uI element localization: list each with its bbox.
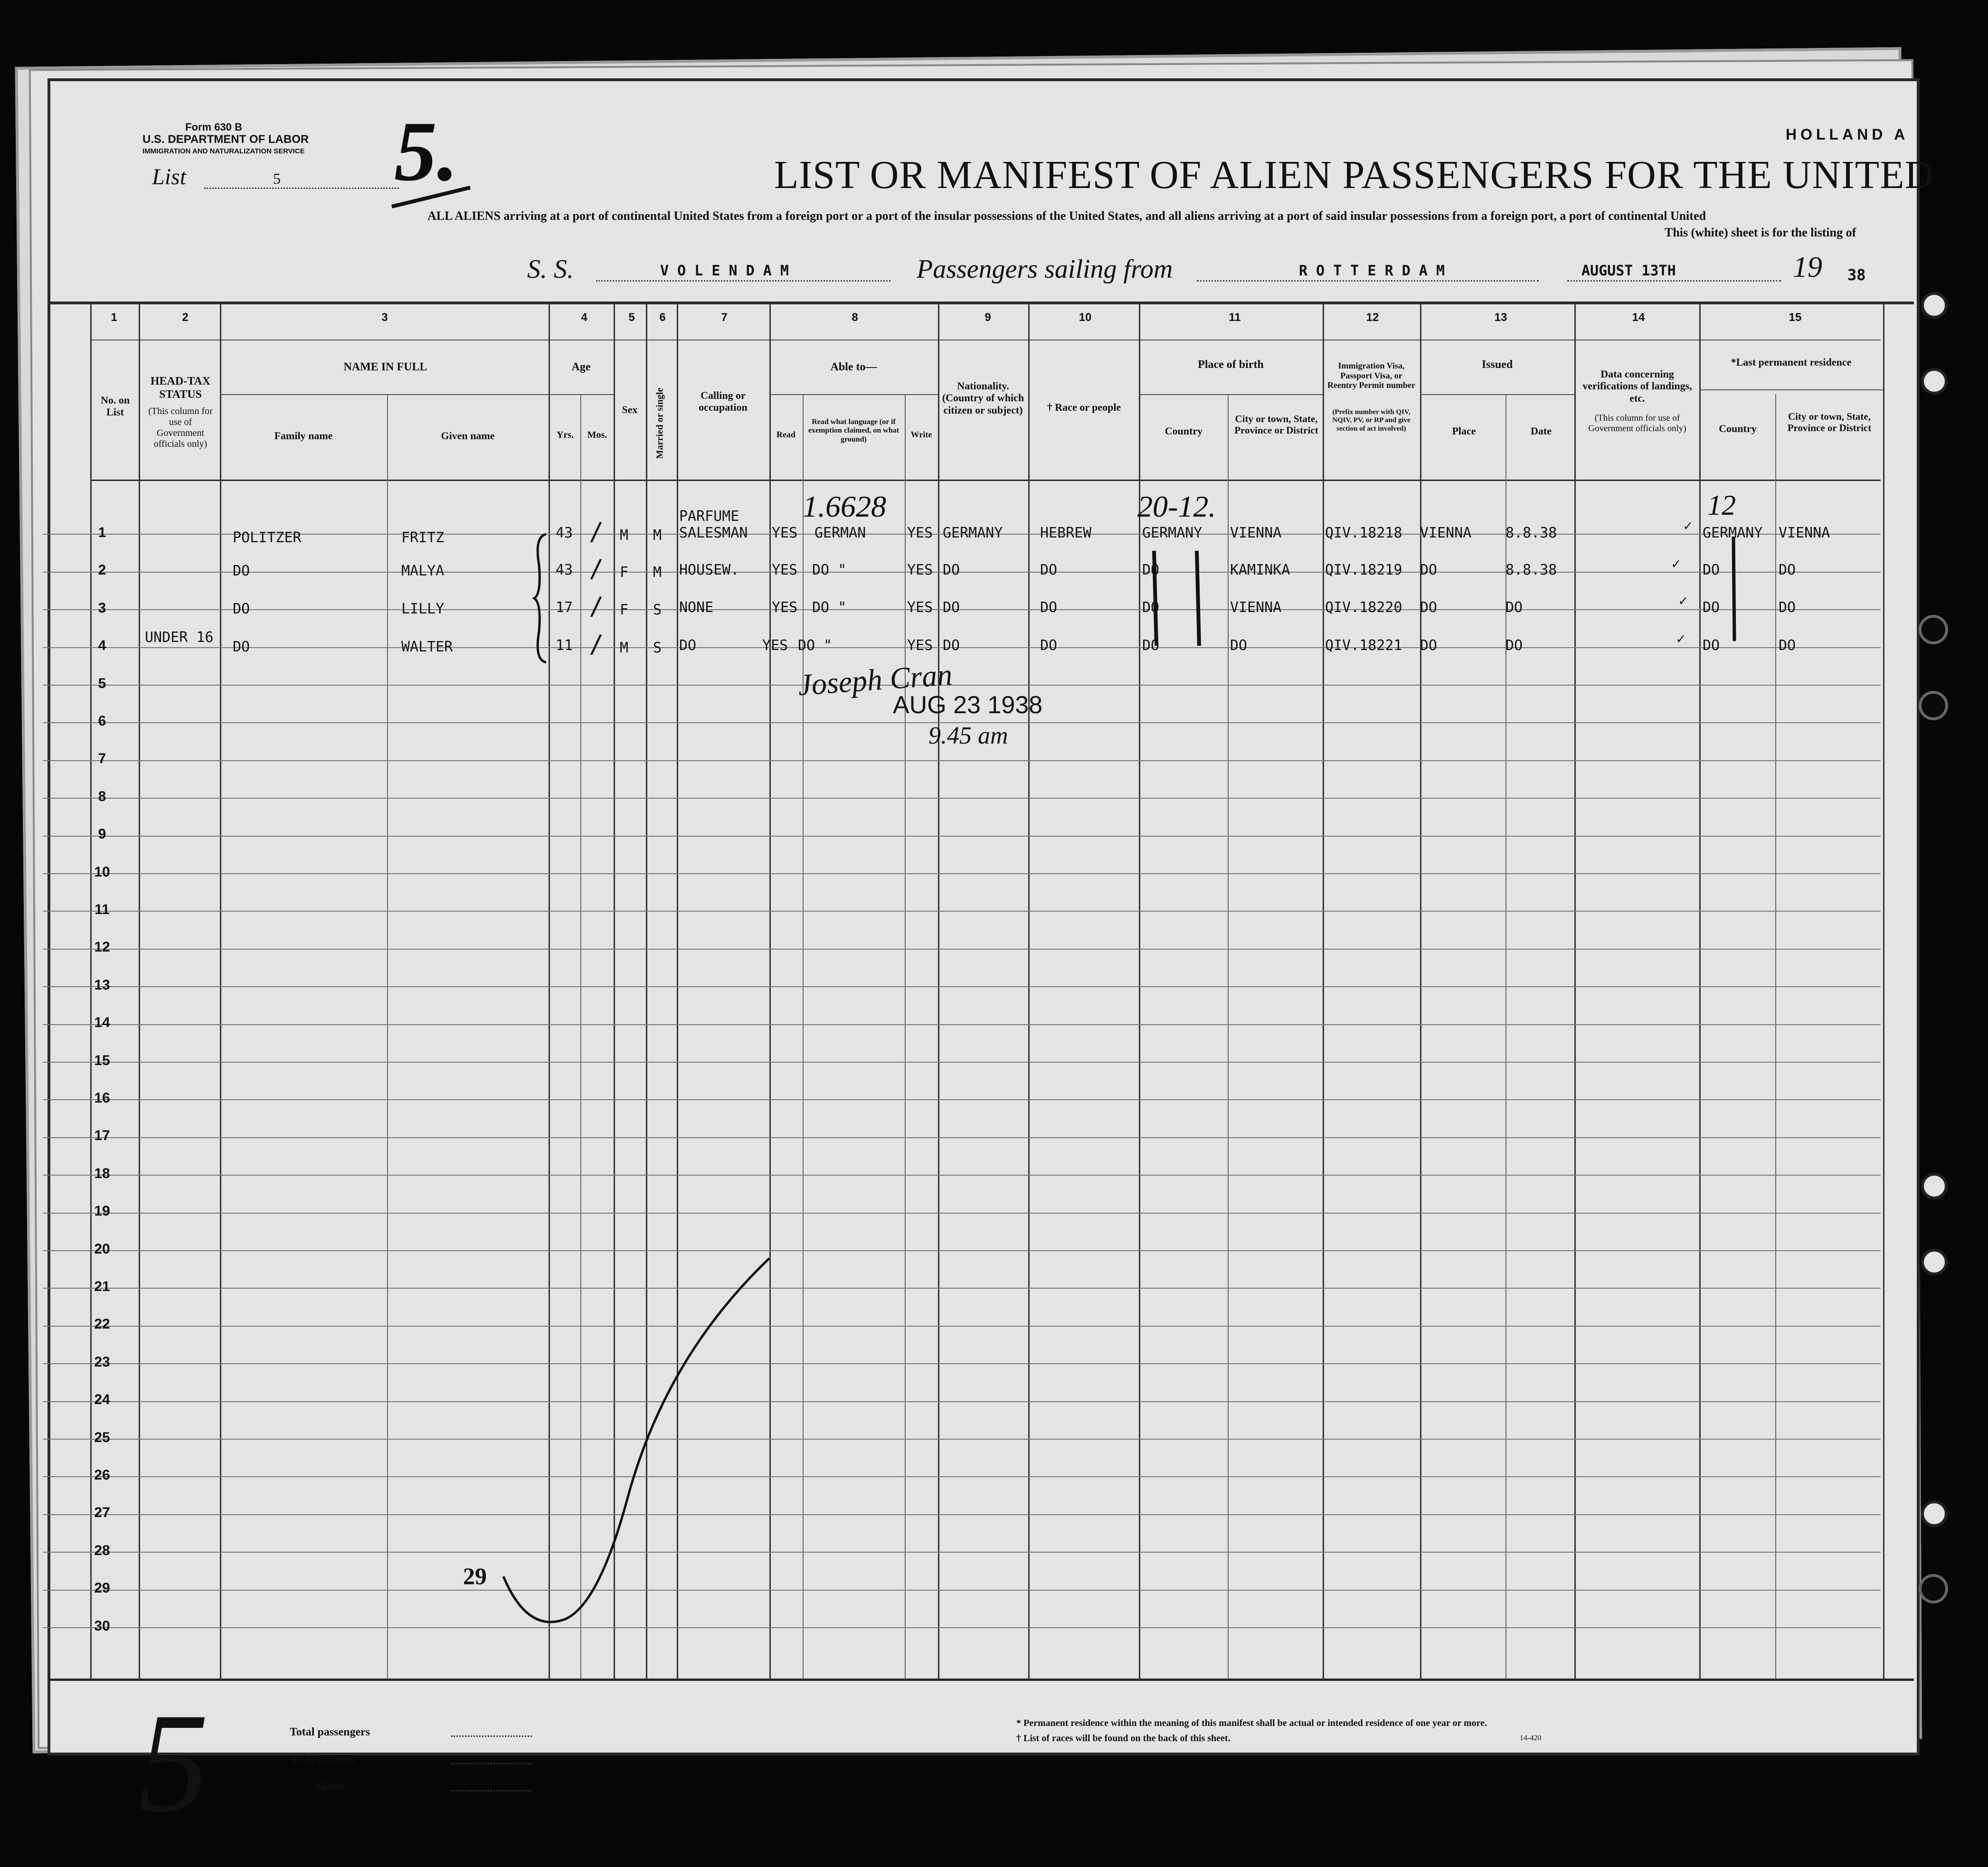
- read: YES: [772, 525, 798, 541]
- nationality: DO: [943, 599, 960, 616]
- aliens-line: [451, 1790, 532, 1792]
- footer-us-citizens: U. S. citizens: [292, 1754, 354, 1766]
- hdr-lr-city: City or town, State, Province or District: [1787, 411, 1872, 434]
- lr-country: DO: [1703, 637, 1720, 654]
- line-label: HOLLAND A: [1786, 126, 1909, 143]
- row-number: 16: [94, 1090, 110, 1106]
- ss-label: S. S.: [527, 255, 574, 284]
- col-line: [1505, 394, 1506, 1678]
- list-dotted-line: [204, 188, 399, 189]
- col-num-4: 4: [581, 311, 587, 324]
- row-rule: [43, 1439, 1881, 1440]
- row-number: 21: [94, 1279, 110, 1294]
- col-line: [938, 304, 939, 1678]
- birth-country: DO: [1142, 637, 1160, 654]
- row-rule: [43, 1627, 1881, 1628]
- birth-city: VIENNA: [1230, 525, 1282, 541]
- marital-status: M: [653, 527, 662, 544]
- year-prefix: 19: [1793, 251, 1822, 283]
- row-number: 13: [94, 977, 110, 993]
- col-num-2: 2: [182, 311, 189, 324]
- issued-date: 8.8.38: [1505, 525, 1557, 541]
- race: DO: [1040, 599, 1058, 616]
- footer-aliens: Aliens: [313, 1781, 344, 1793]
- read-language: DO ": [798, 637, 833, 654]
- birth-country: DO: [1142, 562, 1160, 578]
- col-line: [1228, 394, 1229, 1678]
- hdr-place-of-birth: Place of birth: [1198, 358, 1264, 371]
- handwritten-ditto-line: [1724, 532, 1743, 646]
- row-rule: [43, 1552, 1881, 1553]
- col-line: [1775, 394, 1776, 1678]
- issued-place: DO: [1420, 637, 1438, 654]
- hdr-visa: Immigration Visa, Passport Visa, or Reentry Permit number: [1327, 361, 1415, 390]
- age-months: /: [589, 630, 604, 659]
- row-number: 5: [98, 676, 106, 691]
- total-line: [451, 1735, 532, 1737]
- row-rule: [43, 1514, 1881, 1515]
- hdr-head-tax: HEAD-TAX STATUS: [150, 375, 211, 401]
- row-rule: [43, 647, 1881, 648]
- age-months: /: [589, 518, 604, 546]
- col-num-3: 3: [381, 311, 388, 324]
- age-subrule: [549, 394, 614, 395]
- hdr-visa-note: (Prefix number with QIV, NQIV, PV, or RP and give section of act involved): [1332, 408, 1411, 433]
- handwritten-stroke: [389, 183, 475, 211]
- row-rule: [43, 1062, 1881, 1063]
- binder-hole: [1921, 368, 1948, 395]
- read: YES: [762, 637, 788, 654]
- row-rule: [43, 911, 1881, 912]
- col-line: [1699, 304, 1701, 1678]
- sex: F: [620, 564, 629, 581]
- row-rule: [43, 1213, 1881, 1214]
- table-top-border: [47, 302, 1914, 304]
- hdr-age: Age: [571, 361, 591, 373]
- hdr-read: Read: [776, 430, 795, 439]
- verification-mark: ✓: [1679, 593, 1688, 609]
- hdr-head-tax-note: (This column for use of Government officials only): [148, 406, 213, 449]
- sex: M: [620, 527, 629, 544]
- age-months: /: [589, 592, 604, 621]
- binder-hole: [1919, 615, 1948, 644]
- binder-hole: [1921, 1173, 1948, 1199]
- hdr-landing: Data concerning verifications of landings, etc.: [1582, 368, 1692, 404]
- stamp-date: AUG 23 1938: [893, 691, 1043, 719]
- name-subrule: [220, 394, 551, 395]
- ship-name: V O L E N D A M: [660, 263, 789, 279]
- list-handwritten: 5.: [394, 104, 458, 198]
- lr-city: DO: [1779, 637, 1796, 654]
- row-number: 12: [94, 939, 110, 955]
- stamp-signature: Joseph Cran: [796, 657, 954, 702]
- row-number: 10: [94, 864, 110, 880]
- read: YES: [772, 562, 798, 578]
- col-num-1: 1: [111, 311, 117, 324]
- visa-number: QIV.18219: [1325, 562, 1402, 578]
- col-num-5: 5: [628, 311, 635, 324]
- row-rule: [43, 1024, 1881, 1025]
- row-number: 6: [98, 713, 106, 729]
- department: U.S. DEPARTMENT OF LABOR: [142, 133, 309, 146]
- birth-city: KAMINKA: [1230, 562, 1290, 578]
- col-line: [387, 394, 388, 1678]
- col-line: [803, 394, 804, 1678]
- table-bottom-border: [47, 1678, 1914, 1681]
- hdr-birth-city: City or town, State, Province or District: [1234, 413, 1318, 436]
- row-rule: [43, 1363, 1881, 1364]
- given-name: FRITZ: [401, 529, 445, 546]
- binder-hole: [1919, 691, 1948, 720]
- nationality: GERMANY: [943, 525, 1003, 541]
- hdr-nationality: Nationality. (Country of which citizen or subject): [942, 380, 1024, 416]
- given-name: LILLY: [401, 601, 445, 617]
- port-line: [1197, 280, 1539, 282]
- row-number: 24: [94, 1392, 110, 1407]
- row-number: 25: [94, 1430, 110, 1445]
- occupation: SALESMAN: [679, 525, 748, 541]
- col-line: [1028, 304, 1030, 1678]
- row-number: 4: [98, 638, 106, 653]
- visa-number: QIV.18221: [1325, 637, 1402, 654]
- col-num-6: 6: [659, 311, 666, 324]
- citizens-line: [451, 1763, 532, 1764]
- hdr-read-language: Read what language (or if exemption claimed, on what ground): [808, 418, 899, 443]
- footer-total-passengers: Total passengers: [290, 1726, 370, 1738]
- row-rule: [43, 798, 1881, 799]
- birth-city: VIENNA: [1230, 599, 1282, 616]
- lr-city: VIENNA: [1779, 525, 1830, 541]
- col-line: [139, 304, 140, 1678]
- manifest-sheet: [47, 78, 1920, 1755]
- row-number: 11: [95, 902, 110, 917]
- row-rule: [43, 1137, 1881, 1138]
- col-num-8: 8: [852, 311, 858, 324]
- row-number: 27: [94, 1505, 110, 1520]
- list-value: 5: [273, 170, 281, 187]
- residence-subrule: [1699, 389, 1883, 390]
- year-suffix: 38: [1847, 266, 1866, 284]
- hdr-family-name: Family name: [274, 430, 333, 442]
- lr-country: DO: [1703, 599, 1720, 616]
- age-years: 43: [556, 525, 573, 541]
- col-num-13: 13: [1494, 311, 1507, 324]
- issued-place: DO: [1420, 599, 1438, 616]
- row-rule: [43, 836, 1881, 837]
- lr-country: GERMANY: [1703, 525, 1763, 541]
- ship-line: [596, 280, 890, 282]
- row-number: 9: [98, 826, 106, 842]
- read-language: DO ": [812, 562, 847, 578]
- row-number: 19: [94, 1203, 110, 1219]
- handwritten-code-col11: 20-12.: [1137, 490, 1216, 523]
- binder-hole: [1921, 292, 1948, 319]
- handwritten-big-five: 5: [138, 1684, 209, 1841]
- hdr-able-to: Able to—: [830, 361, 877, 373]
- row-number: 1: [98, 525, 106, 540]
- col-num-9: 9: [985, 311, 991, 324]
- stamp-time: 9.45 am: [928, 722, 1008, 749]
- hdr-issued: Issued: [1481, 358, 1513, 371]
- hdr-given-name: Given name: [441, 430, 495, 442]
- race: HEBREW: [1040, 525, 1092, 541]
- age-years: 17: [556, 599, 573, 616]
- list-label: List: [152, 164, 187, 189]
- able-subrule: [769, 394, 938, 395]
- lr-country: DO: [1703, 562, 1720, 578]
- count-29: 29: [463, 1563, 487, 1589]
- row-rule: [43, 1288, 1881, 1289]
- port-name: R O T T E R D A M: [1299, 263, 1445, 279]
- row-number: 23: [94, 1354, 110, 1370]
- row-number: 29: [94, 1580, 110, 1596]
- binder-hole: [1921, 1500, 1948, 1527]
- race: DO: [1040, 562, 1058, 578]
- hdr-married: Married or single: [654, 387, 665, 459]
- verification-mark: ✓: [1676, 631, 1685, 647]
- manifest-subtitle: ALL ALIENS arriving at a port of continental United States from a foreign port or a port of the insular possessions of the United States, and all aliens arriving at a port of said insular possessions from a foreign port, a port of continental United: [427, 209, 1706, 223]
- issued-place: VIENNA: [1420, 525, 1472, 541]
- col-line: [905, 394, 906, 1678]
- row-rule: [43, 949, 1881, 950]
- issued-date: 8.8.38: [1505, 562, 1557, 578]
- age-years: 11: [556, 637, 573, 654]
- hdr-birth-country: Country: [1164, 425, 1203, 437]
- family-name: DO: [233, 563, 250, 579]
- nationality: DO: [943, 562, 960, 578]
- birth-country: GERMANY: [1142, 525, 1202, 541]
- handwritten-ditto-marks: [1140, 546, 1216, 651]
- issued-date: DO: [1505, 599, 1523, 616]
- handwritten-code-col8: 1.6628: [803, 490, 886, 523]
- hdr-lr-country: Country: [1719, 423, 1757, 434]
- row-number: 26: [94, 1467, 110, 1483]
- verification-mark: ✓: [1684, 518, 1693, 534]
- row-rule: [43, 1099, 1881, 1100]
- sailing-label: Passengers sailing from: [917, 255, 1173, 284]
- col-num-15: 15: [1789, 311, 1802, 324]
- hdr-last-residence: *Last permanent residence: [1731, 356, 1852, 368]
- write: YES: [907, 562, 933, 578]
- row-number: 7: [98, 751, 106, 766]
- occupation: HOUSEW.: [679, 562, 739, 578]
- occupation: NONE: [679, 599, 714, 616]
- footer-code: 14-420: [1520, 1734, 1542, 1742]
- binder-hole: [1919, 1574, 1948, 1603]
- date-line: [1567, 280, 1781, 282]
- birth-country: DO: [1142, 599, 1160, 616]
- row-rule: [43, 986, 1881, 987]
- read: YES: [772, 599, 798, 616]
- row-number: 18: [94, 1166, 110, 1181]
- col-line: [1574, 304, 1576, 1678]
- occupation-line1: PARFUME: [679, 508, 739, 525]
- col-line: [1420, 304, 1421, 1678]
- handwritten-code-col15: 12: [1707, 490, 1736, 521]
- row-rule: [43, 760, 1881, 761]
- row-number: 30: [94, 1618, 110, 1634]
- write: YES: [907, 525, 933, 541]
- row-number: 14: [94, 1015, 110, 1030]
- hdr-race: † Race or people: [1047, 401, 1121, 413]
- sailing-date: AUGUST 13TH: [1581, 263, 1676, 279]
- col-num-7: 7: [721, 311, 728, 324]
- family-name: POLITZER: [233, 529, 302, 546]
- row-number: 15: [94, 1053, 110, 1068]
- row-number: 28: [94, 1543, 110, 1558]
- hdr-landing-note: (This column for use of Government officials only): [1588, 413, 1686, 434]
- binder-hole: [1921, 1249, 1948, 1275]
- hdr-calling: Calling or occupation: [699, 389, 748, 414]
- row-rule: [43, 1175, 1881, 1176]
- lr-city: DO: [1779, 562, 1796, 578]
- nationality: DO: [943, 637, 960, 654]
- given-name: WALTER: [401, 639, 453, 655]
- col-line: [1883, 304, 1884, 1678]
- read-language: GERMAN: [814, 525, 866, 541]
- row-rule: [43, 1401, 1881, 1402]
- row-rule: [43, 685, 1881, 686]
- manifest-title: LIST OR MANIFEST OF ALIEN PASSENGERS FOR THE UNITED: [774, 153, 1934, 197]
- row-number: 2: [98, 562, 106, 578]
- birth-city: DO: [1230, 637, 1248, 654]
- hdr-mos: Mos.: [587, 430, 607, 440]
- age-years: 43: [556, 562, 573, 578]
- col-num-11: 11: [1229, 311, 1241, 324]
- service: IMMIGRATION AND NATURALIZATION SERVICE: [142, 147, 305, 155]
- row-number: 17: [94, 1128, 110, 1143]
- row-rule: [43, 1590, 1881, 1591]
- write: YES: [907, 637, 933, 654]
- hdr-no-on-list: No. on List: [100, 394, 130, 418]
- row-rule: [43, 873, 1881, 874]
- hdr-yrs: Yrs.: [556, 430, 574, 440]
- col-line: [1323, 304, 1324, 1678]
- row-rule: [43, 1326, 1881, 1327]
- hdr-name-in-full: NAME IN FULL: [343, 361, 427, 373]
- row-number: 8: [98, 789, 106, 804]
- form-number: Form 630 B: [185, 121, 242, 133]
- issued-subrule: [1420, 394, 1574, 395]
- hdr-write: Write: [910, 430, 932, 439]
- cancel-stroke: [456, 1254, 788, 1633]
- read-language: DO ": [812, 599, 847, 616]
- row-number: 20: [94, 1241, 110, 1257]
- race: DO: [1040, 637, 1058, 654]
- hdr-issued-date: Date: [1531, 425, 1552, 437]
- row-rule: [43, 1476, 1881, 1477]
- visa-number: QIV.18220: [1325, 599, 1402, 616]
- verification-mark: ✓: [1672, 556, 1681, 572]
- row-number: 3: [98, 600, 106, 616]
- footer-note-residence: * Permanent residence within the meaning of this manifest shall be actual or intended residence of one year or more.: [1016, 1718, 1487, 1728]
- row-rule: [43, 572, 1881, 573]
- issued-date: DO: [1505, 637, 1523, 654]
- sex: F: [620, 602, 629, 618]
- col-num-10: 10: [1079, 311, 1092, 324]
- col-num-14: 14: [1632, 311, 1645, 324]
- column-number-rule: [90, 339, 1881, 340]
- marital-status: S: [653, 640, 662, 656]
- occupation: DO: [679, 637, 697, 654]
- row-rule: [43, 1250, 1881, 1251]
- write: YES: [907, 599, 933, 616]
- col-line: [220, 304, 221, 1678]
- marital-status: S: [653, 602, 662, 618]
- row-number: 22: [94, 1316, 110, 1332]
- row-rule: [43, 609, 1881, 610]
- hdr-issued-place: Place: [1452, 425, 1476, 437]
- family-name: DO: [233, 639, 250, 655]
- given-name: MALYA: [401, 563, 445, 579]
- hdr-sex: Sex: [622, 404, 638, 415]
- manifest-subtitle-2: This (white) sheet is for the listing of: [1665, 226, 1856, 239]
- lr-city: DO: [1779, 599, 1796, 616]
- col-num-12: 12: [1366, 311, 1379, 324]
- marital-status: M: [653, 564, 662, 581]
- header-bottom-rule: [90, 480, 1881, 481]
- family-name: DO: [233, 601, 250, 617]
- age-months: /: [589, 555, 604, 583]
- birth-subrule: [1139, 394, 1323, 395]
- head-tax-status: UNDER 16: [145, 629, 214, 646]
- visa-number: QIV.18218: [1325, 525, 1402, 541]
- sex: M: [620, 640, 629, 656]
- issued-place: DO: [1420, 562, 1438, 578]
- footer-note-races: † List of races will be found on the back of this sheet.: [1016, 1733, 1231, 1744]
- family-bracket: [532, 532, 551, 665]
